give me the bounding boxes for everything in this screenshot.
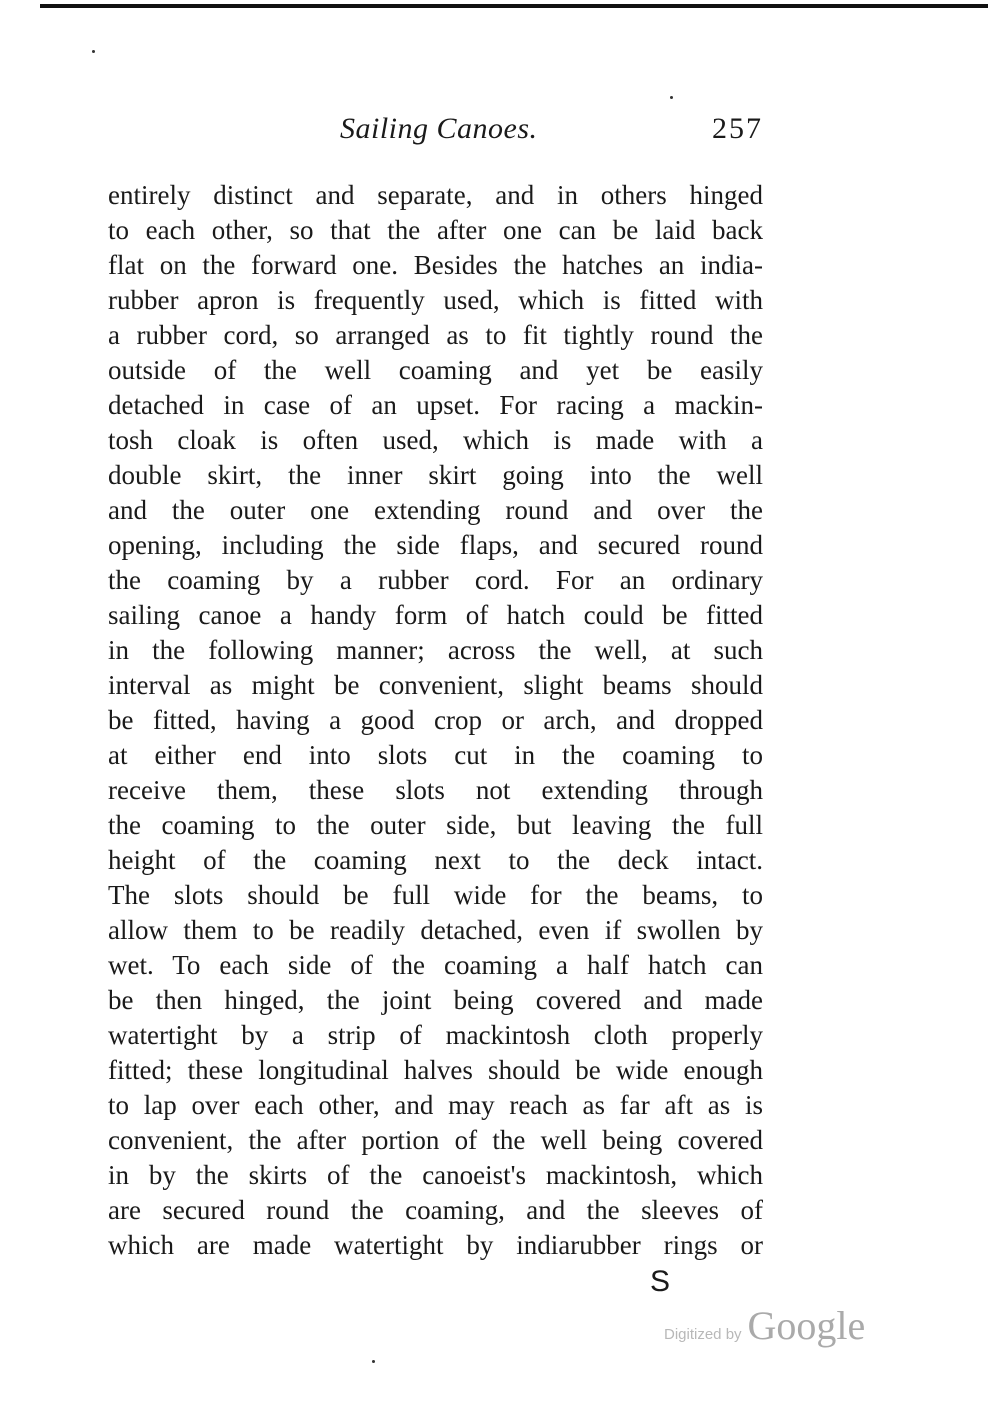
text-line: interval as might be convenient, slight beams should — [108, 670, 763, 700]
text-line: sailing canoe a handy form of hatch could be fitted — [108, 600, 763, 630]
text-line: tosh cloak is often used, which is made with a — [108, 425, 763, 455]
text-line: in by the skirts of the canoeist's mackintosh, which — [108, 1160, 763, 1190]
text-line: rubber apron is frequently used, which is fitted with — [108, 285, 763, 315]
text-line: wet. To each side of the coaming a half hatch can — [108, 950, 763, 980]
text-line: to lap over each other, and may reach as far aft as is — [108, 1090, 763, 1120]
body-text — [108, 178, 763, 1263]
top-border-rule — [40, 4, 988, 8]
text-line: and the outer one extending round and over the — [108, 495, 763, 525]
scan-speck — [372, 1360, 375, 1363]
page-number: 257 — [712, 112, 763, 145]
text-line: entirely distinct and separate, and in others hinged — [108, 180, 763, 210]
text-line: be fitted, having a good crop or arch, and dropped — [108, 705, 763, 735]
text-line: watertight by a strip of mackintosh cloth properly — [108, 1020, 763, 1050]
running-head — [108, 112, 763, 156]
text-line: flat on the forward one. Besides the hatches an india- — [108, 250, 763, 280]
text-line: receive them, these slots not extending through — [108, 775, 763, 805]
text-line: fitted; these longitudinal halves should be wide enough — [108, 1055, 763, 1085]
text-line: be then hinged, the joint being covered and made — [108, 985, 763, 1015]
text-line: convenient, the after portion of the well being covered — [108, 1125, 763, 1155]
scan-speck — [92, 50, 95, 53]
text-line: The slots should be full wide for the beams, to — [108, 880, 763, 910]
text-line: double skirt, the inner skirt going into the well — [108, 460, 763, 490]
text-line: a rubber cord, so arranged as to fit tightly round the — [108, 320, 763, 350]
watermark-prefix: Digitized by — [664, 1326, 742, 1343]
text-line: in the following manner; across the well, at such — [108, 635, 763, 665]
running-head-title: Sailing Canoes. — [340, 112, 538, 145]
digitized-watermark — [664, 1302, 865, 1349]
text-line: outside of the well coaming and yet be easily — [108, 355, 763, 385]
text-line: allow them to be readily detached, even if swollen by — [108, 915, 763, 945]
scan-speck — [670, 96, 673, 99]
text-line: opening, including the side flaps, and secured round — [108, 530, 763, 560]
text-line: at either end into slots cut in the coaming to — [108, 740, 763, 770]
text-line: the coaming by a rubber cord. For an ordinary — [108, 565, 763, 595]
text-line: which are made watertight by indiarubber rings or — [108, 1230, 763, 1260]
text-line: to each other, so that the after one can be laid back — [108, 215, 763, 245]
text-line: are secured round the coaming, and the sleeves of — [108, 1195, 763, 1225]
signature-mark: S — [650, 1265, 671, 1298]
google-logo: Google — [747, 1303, 866, 1348]
text-line: detached in case of an upset. For racing a mackin- — [108, 390, 763, 420]
text-line: height of the coaming next to the deck intact. — [108, 845, 763, 875]
text-line: the coaming to the outer side, but leaving the full — [108, 810, 763, 840]
